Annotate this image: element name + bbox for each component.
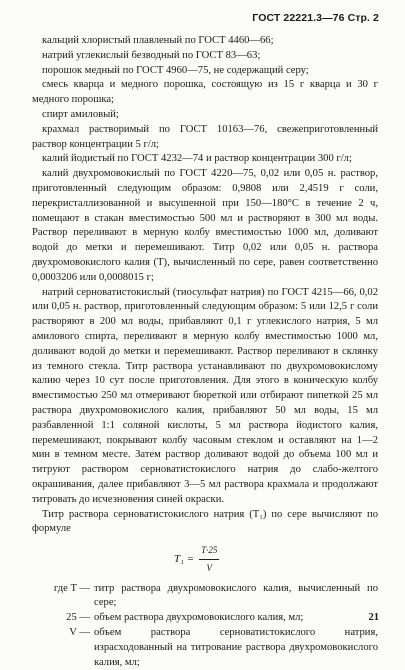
document-body bbox=[32, 34, 378, 670]
paragraph: натрий серноватистокислый (тиосульфат натрия) по ГОСТ 4215—66, 0,02 или 0,05 н. раствор, приготовленный следующим образом: 5 или 12,5 г соли растворяют в 200 мл воды, прибавляют 0,1 г углекислого натрия, 5 мл амилового спирта, переливают в мерную колбу вместимостью 1000 мл, доливают водой до метки и перемешивают. Раствор переливают в склянку из темного стекла. Титр раствора устанавливают по двухромовокислому калию через 10 сут после приготовления. Для этого в коническую колбу вместимостью 250 мл отмеривают бюреткой или отбирают пипеткой 25 мл раствора двухромовокислого калия, прибавляют 50 мл воды, 15 мл разбавленной 1:1 соляной кислоты, 5 мл раствора йодистого калия, перемешивают, покрывают колбу часовым стеклом и оставляют на 1—2 мин в темном месте. Затем раствор доливают водой до объема 100 мл и титруют раствором серноватистокислого натрия до слабо-желтого окрашивания, далее прибавляют 3—5 мл раствора крахмала и продолжают титровать до исчезновения синей окраски. bbox=[32, 286, 378, 505]
legend-row bbox=[32, 626, 378, 670]
paragraph: Титр раствора серноватистокислого натрия (T₁) по сере вычисляют по формуле bbox=[32, 508, 378, 535]
paragraph: крахмал растворимый по ГОСТ 10163—76, свежеприготовленный раствор концентрации 5 г/л; bbox=[32, 123, 378, 150]
paragraph: кальций хлористый плавленый по ГОСТ 4460—66; bbox=[42, 35, 274, 46]
paragraph: порошок медный по ГОСТ 4960—75, не содержащий серу; bbox=[42, 64, 309, 76]
legend-text: объем раствора серноватистокислого натрия, израсходованный на титрование раствора двухромовокислого калия, мл; bbox=[94, 627, 378, 668]
legend-symbol: V — bbox=[69, 627, 90, 639]
legend-row bbox=[32, 611, 378, 626]
legend-symbol: где T — bbox=[53, 582, 90, 594]
formula-numerator: T·25 bbox=[199, 543, 219, 560]
legend-symbol: 25 — bbox=[66, 612, 90, 624]
formula-denominator: V bbox=[206, 562, 212, 573]
paragraph: калий двухромовокислый по ГОСТ 4220—75, 0,02 или 0,05 н. раствор, приготовленный следующим образом: 0,9808 или 2,4519 г соли, перекристаллизованной и высушенной при 150—180°С в течение 2 ч, помещают в стакан вместимостью 500 мл и растворяют в 300 мл воды. Раствор переливают в мерную колбу вместимостью 1000 мл, доливают водой до метки и перемешивают. Титр 0,02 или 0,05 н. раствора двухромовокислого калия (Т), вычисленный по сере, равен соответственно 0,0003206 или 0,0008015 г; bbox=[32, 168, 378, 283]
formula bbox=[174, 543, 378, 576]
paragraph: натрий углекислый безводный по ГОСТ 83—63; bbox=[42, 49, 261, 61]
paragraph: калий йодистый по ГОСТ 4232—74 и раствор концентрации 300 г/л; bbox=[42, 153, 352, 165]
paragraph: смесь кварца и медного порошка, состоящую из 15 г кварца и 30 г медного порошка; bbox=[32, 79, 378, 106]
paragraph: спирт амиловый; bbox=[42, 108, 119, 120]
legend-text: объем раствора двухромовокислого калия, мл; bbox=[94, 612, 304, 624]
formula-lhs: T₁ = bbox=[174, 552, 195, 565]
formula-fraction bbox=[199, 543, 219, 576]
page-number: 21 bbox=[368, 612, 379, 623]
legend-text: титр раствора двухромовокислого калия, вычисленный по сере; bbox=[94, 582, 378, 609]
legend-row bbox=[32, 582, 378, 612]
page-header: ГОСТ 22221.3—76 Стр. 2 bbox=[252, 12, 379, 24]
